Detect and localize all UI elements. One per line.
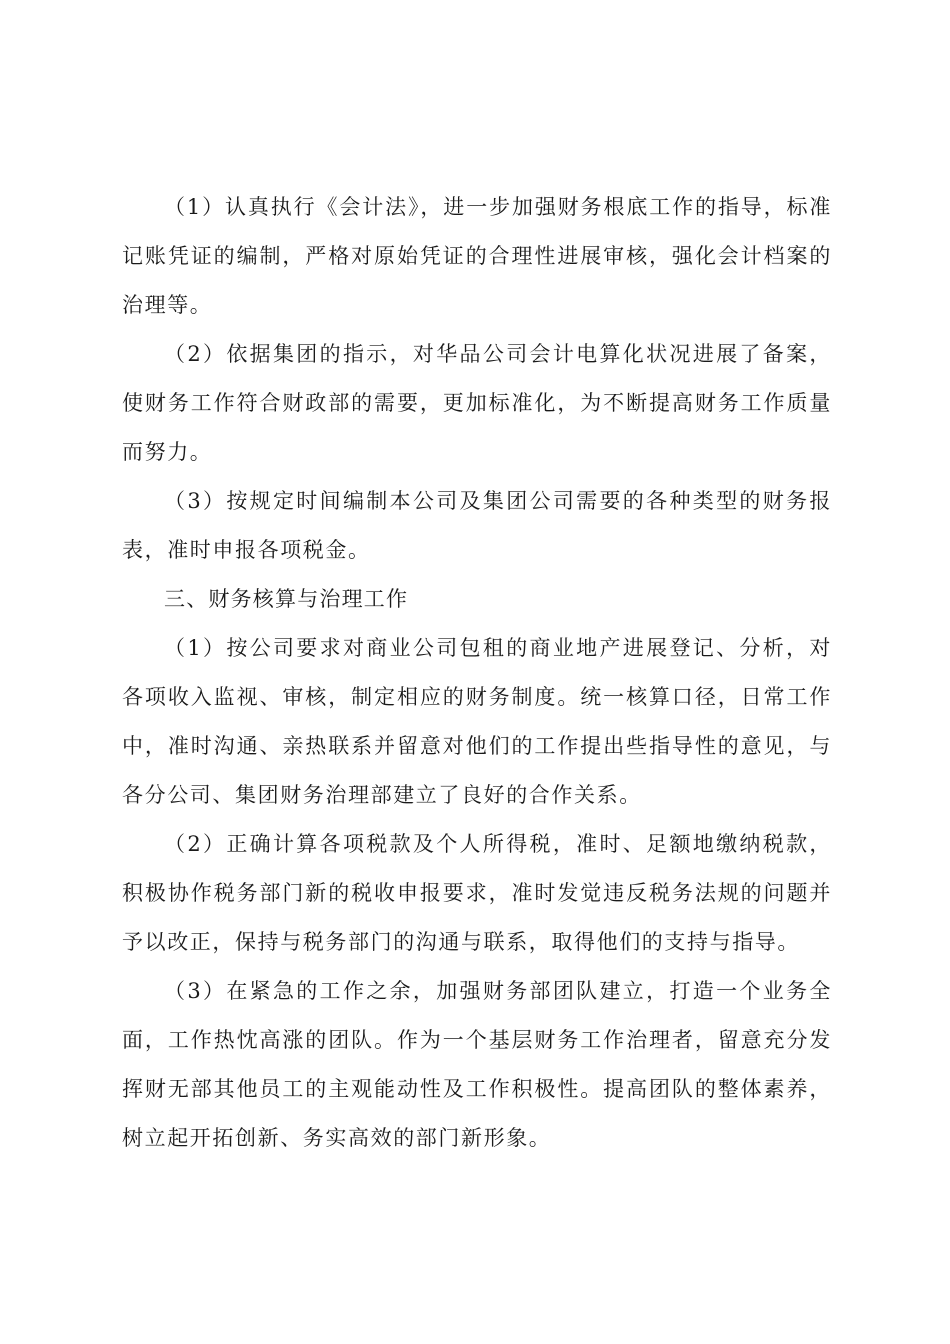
section-heading: 三、财务核算与治理工作 (164, 587, 409, 611)
paragraph-accounting-law: （1）认真执行《会计法》，进一步加强财务根底工作的指导，标准记账凭证的编制，严格对原始凭证的合理性进展审核，强化会计档案的治理等。 (122, 195, 832, 317)
document-body (122, 183, 832, 1163)
paragraph-financial-reports: （3）按规定时间编制本公司及集团公司需要的各种类型的财务报表，准时申报各项税金。 (122, 489, 832, 562)
paragraph-team-building: （3）在紧急的工作之余，加强财务部团队建立，打造一个业务全面，工作热忱高涨的团队。作为一个基层财务工作治理者，留意充分发挥财无部其他员工的主观能动性及工作积极性。提高团队的整体素养，树立起开拓创新、务实高效的部门新形象。 (122, 979, 832, 1150)
paragraph-tax-calculation: （2）正确计算各项税款及个人所得税，准时、足额地缴纳税款，积极协作税务部门新的税收申报要求，准时发觉违反税务法规的问题并予以改正，保持与税务部门的沟通与联系，取得他们的支持与指导。 (122, 832, 832, 954)
paragraph-computerized-accounting: （2）依据集团的指示，对华品公司会计电算化状况进展了备案，使财务工作符合财政部的需要，更加标准化，为不断提高财务工作质量而努力。 (122, 342, 832, 464)
paragraph-commercial-property: （1）按公司要求对商业公司包租的商业地产进展登记、分析，对各项收入监视、审核，制定相应的财务制度。统一核算口径，日常工作中，准时沟通、亲热联系并留意对他们的工作提出些指导性的意见，与各分公司、集团财务治理部建立了良好的合作关系。 (122, 636, 832, 807)
